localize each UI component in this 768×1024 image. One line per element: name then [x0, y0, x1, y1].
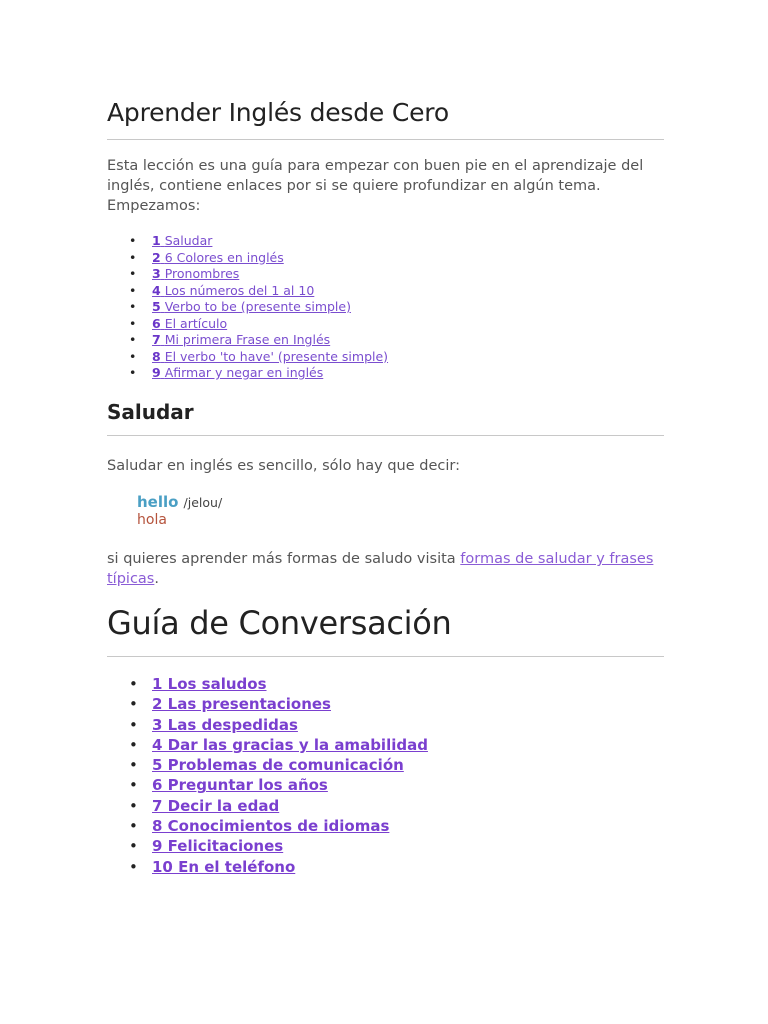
list-item: [107, 796, 428, 816]
example-phonetic: /jelou/: [183, 495, 223, 510]
conversation-link-4[interactable]: 4 Dar las gracias y la amabilidad: [152, 735, 428, 754]
list-item: [107, 266, 388, 283]
lesson-link-8[interactable]: 8 El verbo 'to have' (presente simple): [152, 348, 389, 364]
bullet-icon: •: [129, 675, 138, 693]
lesson-link-7[interactable]: 7 Mi primera Frase en Inglés: [152, 332, 331, 347]
list-item: [107, 299, 388, 316]
conversation-link-3[interactable]: 3 Las despedidas: [152, 715, 298, 734]
section-divider: [107, 435, 664, 436]
lesson-link-9[interactable]: 9 Afirmar y negar en inglés: [152, 365, 324, 380]
bullet-icon: •: [129, 332, 137, 347]
list-item: [107, 674, 428, 694]
bullet-icon: •: [129, 299, 137, 314]
lesson-link-2[interactable]: 2 6 Colores en inglés: [152, 249, 284, 265]
bullet-icon: •: [129, 249, 137, 265]
bullet-icon: •: [129, 233, 137, 248]
bullet-icon: •: [129, 735, 138, 754]
section-title-saludar: Saludar: [107, 400, 194, 424]
bullet-icon: •: [129, 365, 137, 380]
lesson-list: [107, 233, 388, 382]
list-item: [107, 365, 388, 382]
list-item: [107, 283, 388, 300]
lesson-link-3[interactable]: 3 Pronombres: [152, 266, 240, 281]
bullet-icon: •: [129, 837, 138, 856]
list-item: [107, 233, 388, 250]
example-translation: hola: [137, 512, 167, 528]
conversation-link-9[interactable]: 9 Felicitaciones: [152, 837, 284, 856]
list-item: [107, 775, 428, 795]
conversation-link-6[interactable]: 6 Preguntar los años: [152, 776, 328, 795]
greetings-link[interactable]: formas de saludar y frases típicas: [107, 551, 654, 587]
lesson-link-4[interactable]: 4 Los números del 1 al 10: [152, 282, 315, 298]
list-item: [107, 250, 388, 267]
intro-paragraph: Esta lección es una guía para empezar con buen pie en el aprendizaje del inglés, contiene enlaces por si se quiere profundizar en algún tema. Empezamos:: [107, 158, 644, 214]
bullet-icon: •: [129, 315, 137, 331]
conversation-list: [107, 674, 428, 877]
list-item: [107, 836, 428, 856]
conversation-link-8[interactable]: 8 Conocimientos de idiomas: [152, 817, 390, 836]
bullet-icon: •: [129, 282, 137, 298]
lesson-link-1[interactable]: 1 Saludar: [152, 233, 213, 248]
list-item: [107, 715, 428, 735]
bullet-icon: •: [129, 776, 138, 795]
conversation-title: Guía de Conversación: [107, 604, 452, 642]
example-word: hello: [137, 493, 179, 511]
list-item: [107, 694, 428, 714]
lesson-link-6[interactable]: 6 El artículo: [152, 315, 228, 331]
title-divider: [107, 139, 664, 140]
bullet-icon: •: [129, 817, 138, 836]
saludar-paragraph: Saludar en inglés es sencillo, sólo hay que decir:: [107, 458, 460, 474]
bullet-icon: •: [129, 695, 138, 714]
bullet-icon: •: [129, 756, 138, 775]
conversation-link-5[interactable]: 5 Problemas de comunicación: [152, 756, 404, 775]
bullet-icon: •: [129, 348, 137, 364]
vocabulary-example: [137, 492, 222, 528]
list-item: [107, 316, 388, 333]
conversation-link-7[interactable]: 7 Decir la edad: [152, 796, 280, 815]
more-greetings-paragraph: si quieres aprender más formas de saludo visita formas de saludar y frases típicas.: [107, 551, 654, 587]
lesson-link-5[interactable]: 5 Verbo to be (presente simple): [152, 299, 351, 314]
conversation-link-2[interactable]: 2 Las presentaciones: [152, 695, 331, 714]
list-item: [107, 755, 428, 775]
bullet-icon: •: [129, 796, 138, 815]
bullet-icon: •: [129, 857, 138, 876]
page-title: Aprender Inglés desde Cero: [107, 98, 449, 127]
list-item: [107, 857, 428, 877]
list-item: [107, 349, 388, 366]
list-item: [107, 332, 388, 349]
conversation-link-10[interactable]: 10 En el teléfono: [152, 857, 296, 876]
bullet-icon: •: [129, 266, 137, 281]
list-item: [107, 816, 428, 836]
conversation-link-1[interactable]: 1 Los saludos: [152, 675, 267, 693]
list-item: [107, 735, 428, 755]
conversation-divider: [107, 656, 664, 657]
bullet-icon: •: [129, 715, 138, 734]
